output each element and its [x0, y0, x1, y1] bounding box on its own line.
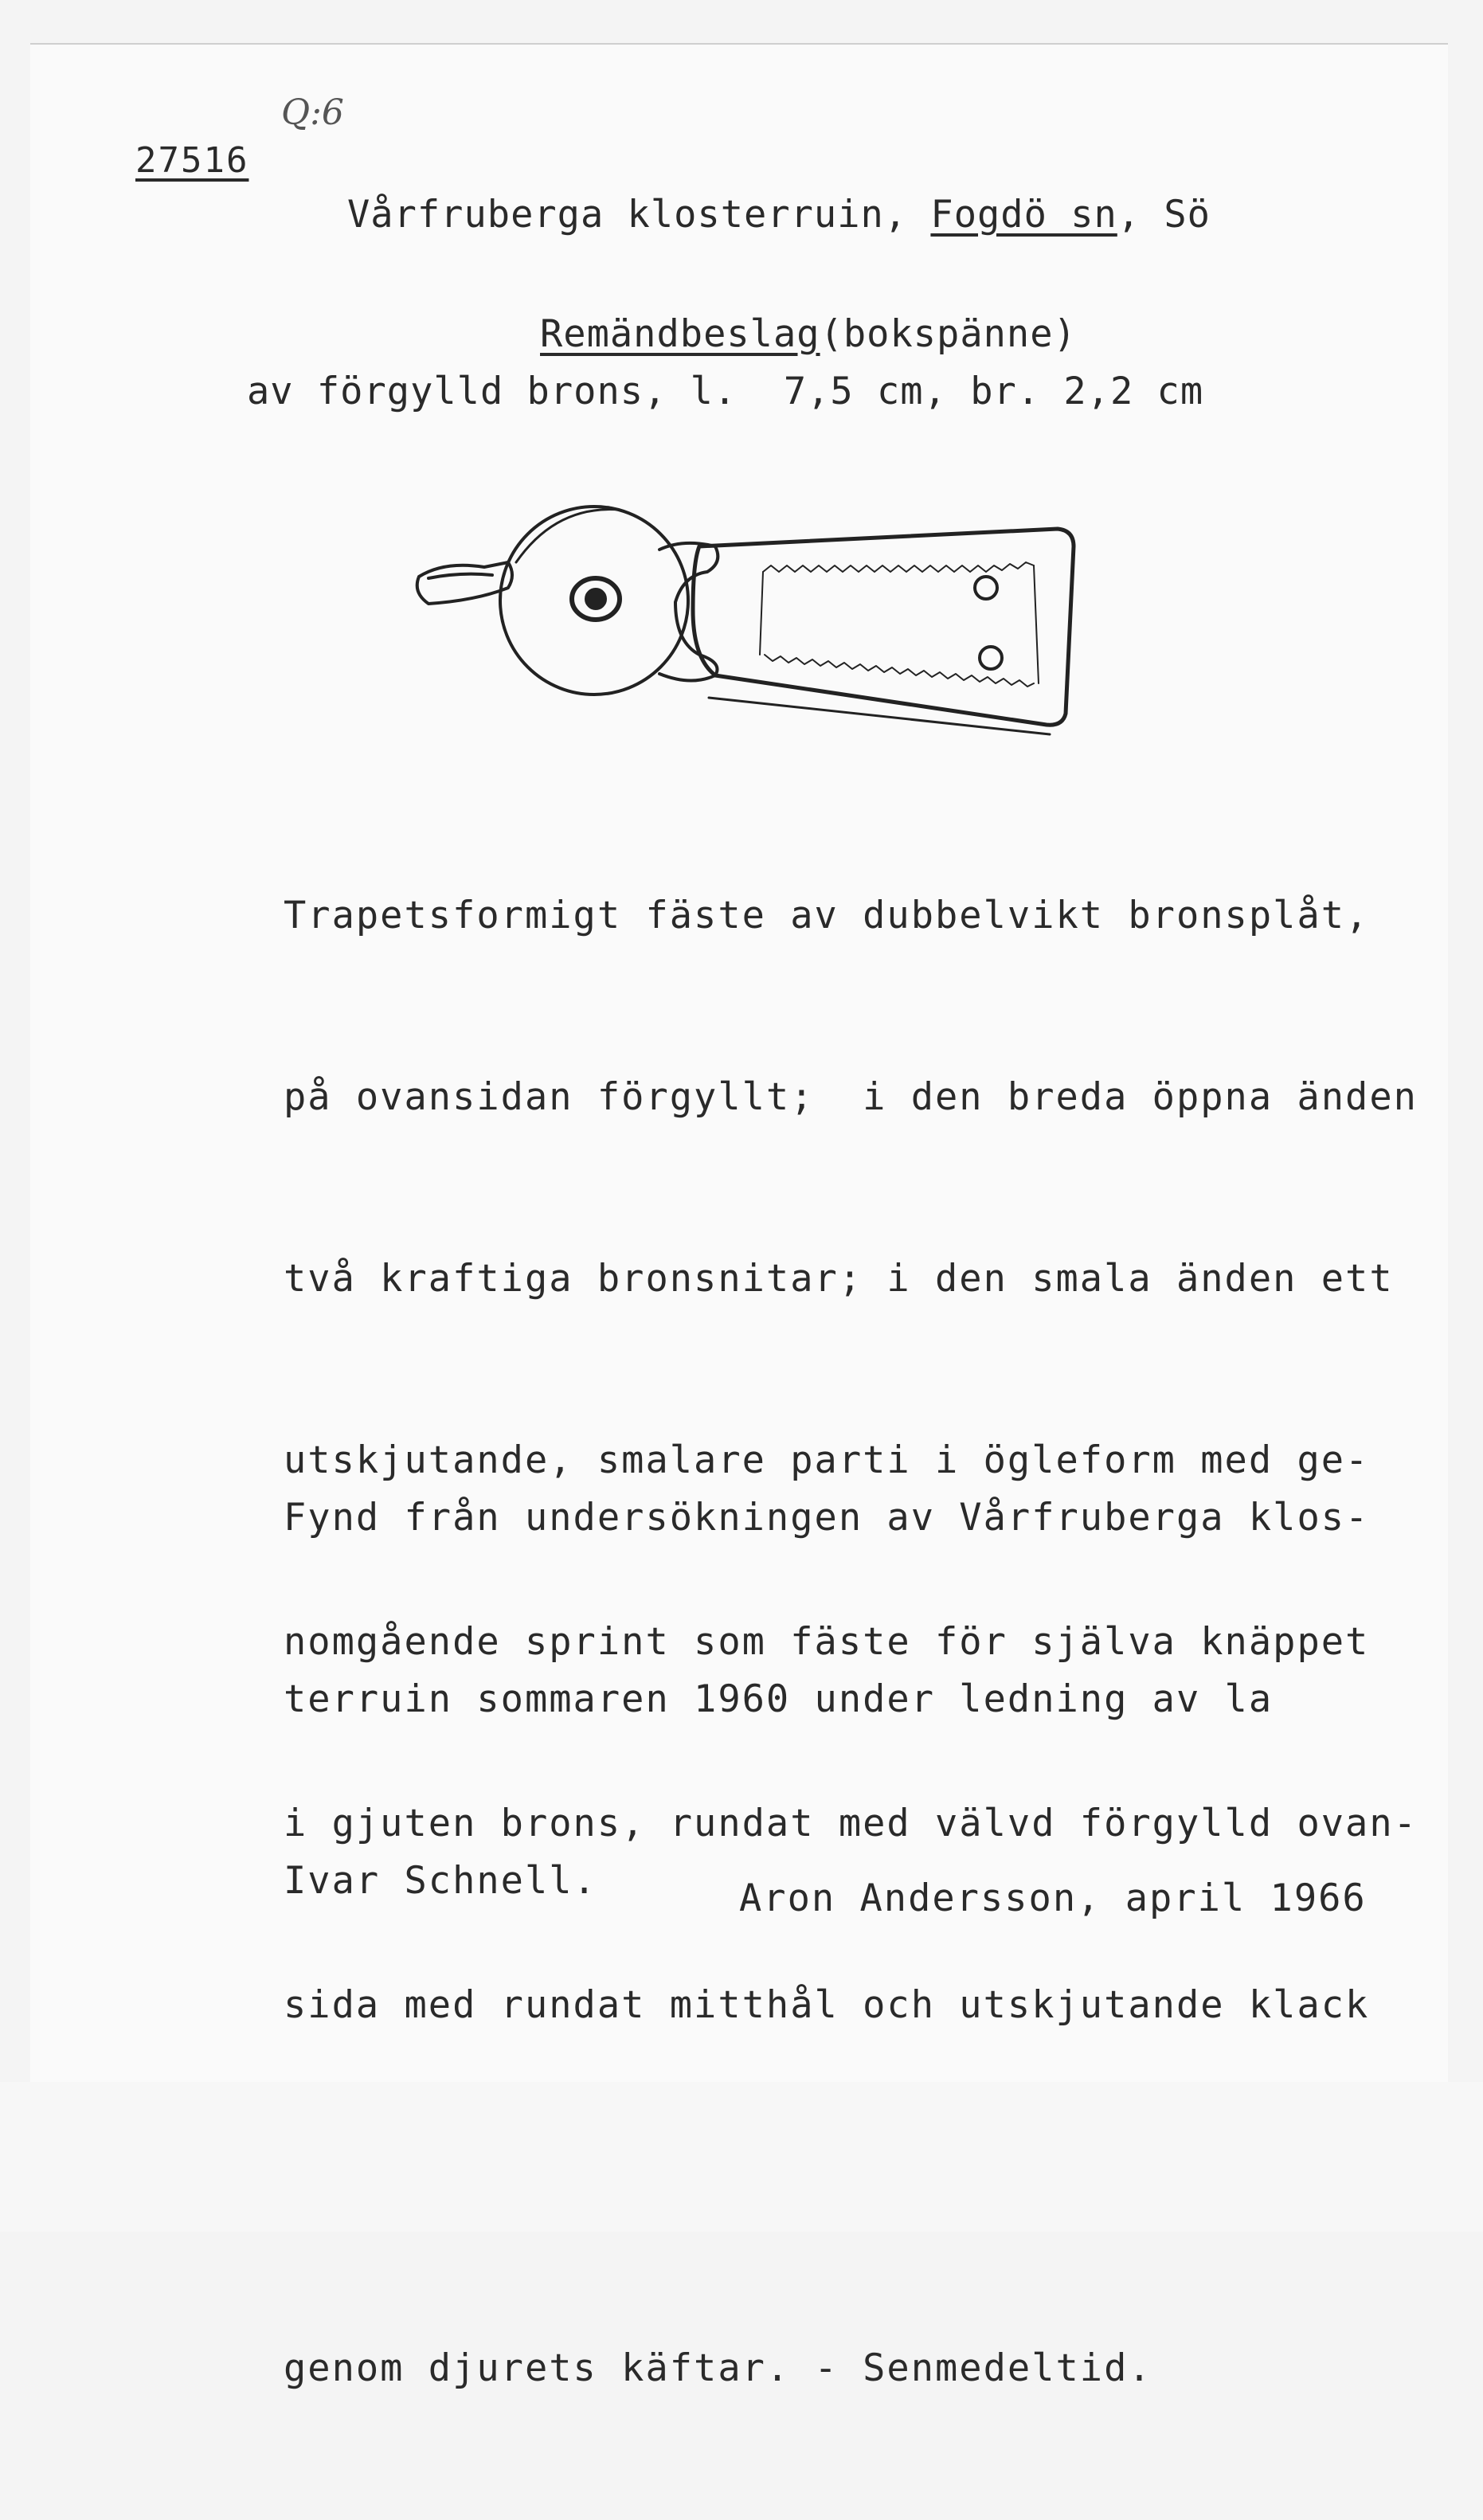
object-name: Remändbeslag — [540, 312, 820, 356]
signature: Aron Andersson, april 1966 — [739, 1876, 1367, 1920]
location-line — [347, 193, 1211, 237]
description-line: nomgående sprint som fäste för själva knäppet — [284, 1620, 1370, 1664]
object-title — [540, 312, 1077, 356]
description-line: sida med rundat mitthål och utskjutande klack — [284, 1983, 1370, 2027]
find-line: Fynd från undersökningen av Vårfruberga klos- — [284, 1496, 1370, 1540]
description-line: på ovansidan förgyllt; i den breda öppna änden — [284, 1075, 1418, 1119]
object-qualifier: (bokspänne) — [820, 312, 1077, 356]
location-suffix: , Sö — [1117, 193, 1211, 237]
description-line: genom djurets käftar. - Senmedeltid. — [284, 2346, 1152, 2390]
catalog-number: 27516 — [135, 140, 249, 181]
find-paragraph — [284, 1367, 1369, 2033]
scan-margin — [0, 2082, 1483, 2232]
catalog-card — [30, 43, 1448, 2390]
find-line: Ivar Schnell. — [284, 1859, 597, 1903]
description-line: utskjutande, smalare parti i ögleform med ge- — [284, 1438, 1370, 1482]
handwritten-mark: Q:6 — [281, 92, 344, 133]
find-line: terruin sommaren 1960 under ledning av la — [284, 1677, 1274, 1721]
location-parish: Fogdö sn — [930, 193, 1117, 237]
description-line: Trapetsformigt fäste av dubbelvikt bronsplåt, — [284, 894, 1370, 937]
description-line: i gjuten brons, rundat med välvd förgylld ovan- — [284, 1802, 1418, 1845]
object-dimensions: av förgylld brons, l. 7,5 cm, br. 2,2 cm — [247, 370, 1204, 413]
description-line: två kraftiga bronsnitar; i den smala änden ett — [284, 1257, 1394, 1301]
belt-end-mount-drawing-icon — [397, 499, 1113, 738]
location-place: Vårfruberga klosterruin, — [347, 193, 931, 237]
